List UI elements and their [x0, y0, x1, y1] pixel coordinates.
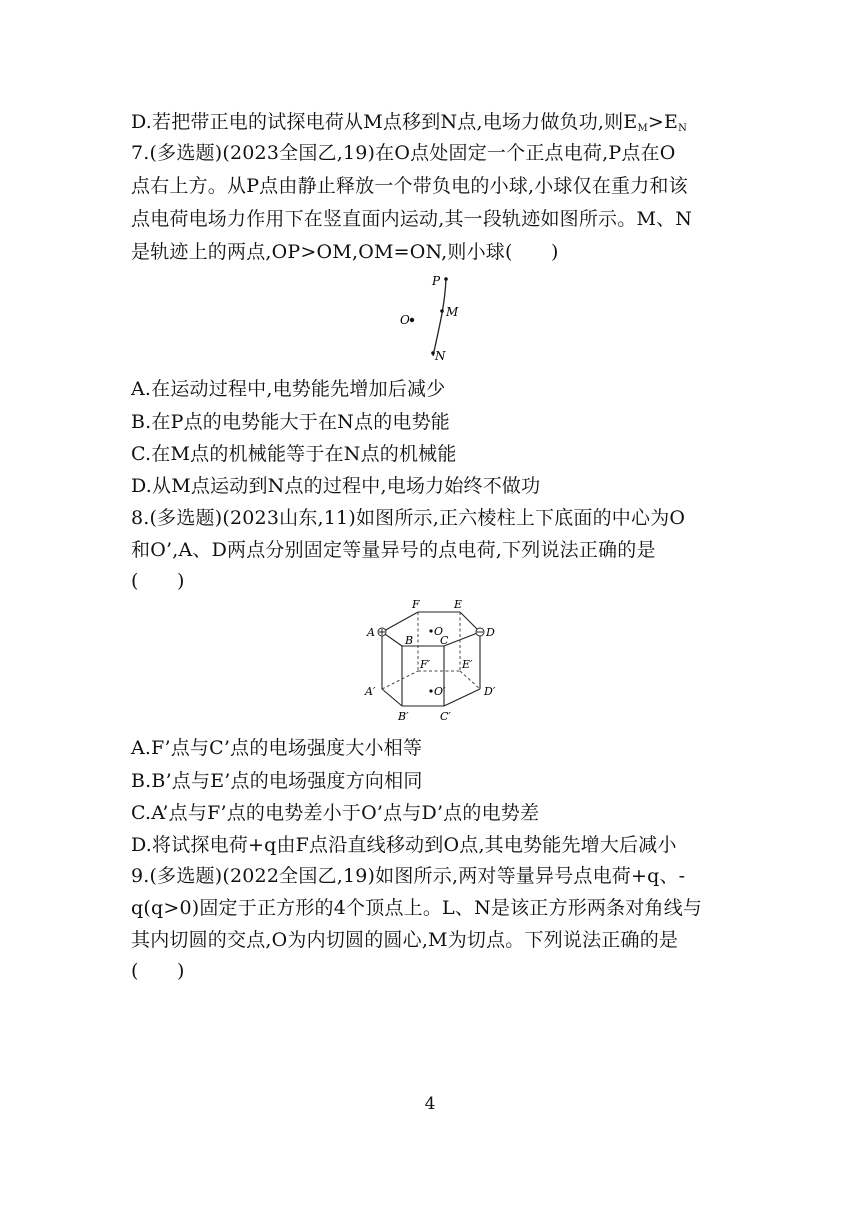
label-b-prime: B′: [398, 710, 409, 723]
label-m: M: [446, 305, 459, 319]
label-f-prime: F′: [420, 658, 431, 671]
label-o: O: [400, 313, 410, 327]
q8-stem-line-1: 8.(多选题)(2023山东,11)如图所示,正六棱柱上下底面的中心为O: [131, 507, 686, 529]
q7-stem-line-3: 点电荷电场力作用下在竖直面内运动,其一段轨迹如图所示。M、N: [131, 208, 693, 230]
label-d-prime: D′: [484, 685, 496, 698]
q8-stem-line-2: 和O’,A、D两点分别固定等量异号的点电荷,下列说法正确的是: [131, 539, 656, 561]
q9-stem-line-3: 其内切圆的交点,O为内切圆的圆心,M为切点。下列说法正确的是: [131, 929, 679, 951]
label-a: A: [367, 626, 375, 639]
q7-stem-line-2: 点右上方。从P点由静止释放一个带负电的小球,小球仅在重力和该: [131, 175, 688, 197]
q7-option-c: C.在M点的机械能等于在N点的机械能: [131, 443, 457, 465]
q8-stem-line-3: ( ): [131, 570, 185, 592]
label-p: P: [432, 274, 441, 288]
label-d: D: [486, 626, 495, 639]
q7-option-b: B.在P点的电势能大于在N点的电势能: [131, 411, 451, 433]
label-c-prime: C′: [440, 710, 451, 723]
point-o: [410, 318, 414, 322]
label-c: C: [440, 634, 449, 647]
q9-stem-line-4: ( ): [131, 960, 185, 982]
label-e-prime: E′: [462, 658, 473, 671]
label-o-prime: O′: [434, 685, 446, 698]
q7-trajectory-figure: [395, 272, 465, 364]
q9-stem-line-1: 9.(多选题)(2022全国乙,19)如图所示,两对等量异号点电荷+q、-: [131, 865, 686, 887]
q8-hexagonal-prism-figure: [362, 598, 512, 728]
label-b: B: [405, 634, 414, 647]
q9-stem-line-2: q(q>0)固定于正方形的4个顶点上。L、N是该正方形两条对角线与: [131, 897, 703, 919]
point-m: [440, 309, 444, 313]
q8-option-b: B.B’点与E’点的电场强度方向相同: [131, 770, 423, 792]
q8-option-c: C.A’点与F’点的电势差小于O’点与D’点的电势差: [131, 802, 540, 824]
label-e: E: [454, 598, 463, 611]
point-p: [444, 277, 448, 281]
q6-option-d: D.若把带正电的试探电荷从M点移到N点,电场力做负功,则$E_M>E_N$: [131, 111, 688, 134]
q7-option-d: D.从M点运动到N点的过程中,电场力始终不做功: [131, 475, 541, 497]
label-n: N: [435, 349, 446, 363]
q7-stem-line-1: 7.(多选题)(2023全国乙,19)在O点处固定一个正点电荷,P点在O: [131, 142, 676, 164]
label-f: F: [412, 598, 420, 611]
q7-stem-line-4: 是轨迹上的两点,OP>OM,OM=ON,则小球( ): [131, 241, 559, 263]
center-o-prime: [429, 689, 432, 692]
trajectory-curve: [433, 279, 446, 356]
page-number: 4: [424, 1094, 436, 1114]
q8-option-a: A.F’点与C’点的电场强度大小相等: [131, 737, 423, 759]
center-o: [429, 629, 432, 632]
label-o: O: [434, 625, 444, 638]
q8-option-d: D.将试探电荷+q由F点沿直线移动到O点,其电势能先增大后减小: [131, 834, 677, 856]
q7-option-a: A.在运动过程中,电势能先增加后减少: [131, 378, 446, 400]
label-a-prime: A′: [365, 685, 376, 698]
